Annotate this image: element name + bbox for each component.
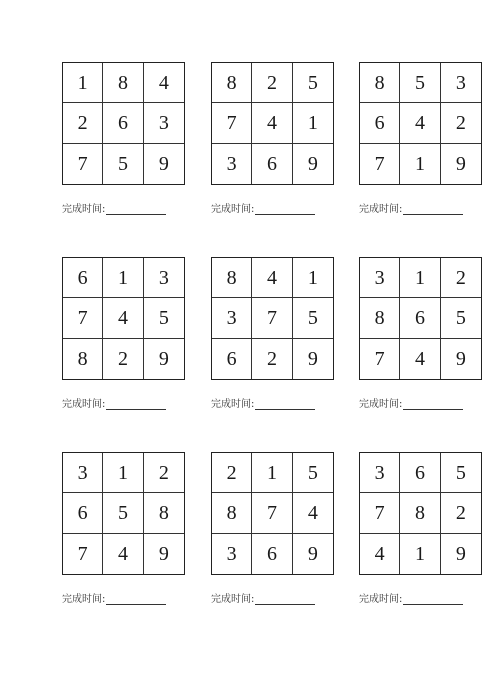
grid-cell: 8 bbox=[212, 258, 252, 298]
grid-cell: 8 bbox=[144, 493, 184, 533]
grid-cell: 7 bbox=[252, 493, 292, 533]
grid-cell: 6 bbox=[212, 339, 252, 379]
completion-time-label: 完成时间: bbox=[62, 399, 106, 410]
number-puzzle-block bbox=[359, 62, 482, 215]
completion-time-label: 完成时间: bbox=[211, 204, 255, 215]
grid-cell: 9 bbox=[455, 347, 466, 370]
grid-cell: 6 bbox=[103, 103, 143, 143]
grid-cell: 8 bbox=[103, 63, 143, 103]
grid-cell: 6 bbox=[400, 453, 440, 493]
grid-cell: 3 bbox=[144, 103, 184, 143]
number-puzzle-block bbox=[62, 452, 185, 605]
grid-cell: 4 bbox=[400, 339, 440, 379]
number-grid bbox=[359, 257, 482, 380]
number-grid bbox=[62, 452, 185, 575]
completion-time-blank[interactable] bbox=[403, 594, 463, 605]
number-grid bbox=[211, 62, 334, 185]
grid-cell: 8 bbox=[360, 63, 400, 103]
grid-cell: 3 bbox=[63, 453, 103, 493]
grid-cell: 8 bbox=[400, 493, 440, 533]
grid-cell: 7 bbox=[63, 144, 103, 184]
completion-time-blank[interactable] bbox=[255, 594, 315, 605]
grid-cell: 7 bbox=[63, 298, 103, 338]
number-puzzle-block bbox=[211, 452, 334, 605]
grid-cell: 3 bbox=[360, 453, 400, 493]
grid-cell: 4 bbox=[252, 103, 292, 143]
completion-time-field bbox=[359, 200, 482, 215]
grid-cell: 6 bbox=[360, 103, 400, 143]
grid-cell: 2 bbox=[252, 339, 292, 379]
completion-time-label: 完成时间: bbox=[62, 594, 106, 605]
grid-cell: 5 bbox=[103, 144, 143, 184]
grid-cell: 2 bbox=[144, 453, 184, 493]
grid-cell: 6 bbox=[252, 534, 292, 574]
grid-cell: 1 bbox=[293, 258, 333, 298]
completion-time-blank[interactable] bbox=[106, 399, 166, 410]
grid-cell: 9 bbox=[158, 152, 169, 175]
completion-time-field bbox=[211, 590, 334, 605]
number-puzzle-block bbox=[211, 62, 334, 215]
number-puzzle-block bbox=[62, 257, 185, 410]
grid-cell: 5 bbox=[400, 63, 440, 103]
grid-cell: 9 bbox=[158, 347, 169, 370]
grid-cell: 2 bbox=[103, 339, 143, 379]
number-grid bbox=[211, 452, 334, 575]
grid-cell: 4 bbox=[103, 534, 143, 574]
completion-time-label: 完成时间: bbox=[359, 399, 403, 410]
grid-cell: 1 bbox=[63, 63, 103, 103]
completion-time-blank[interactable] bbox=[403, 204, 463, 215]
grid-cell: 9 bbox=[307, 152, 318, 175]
grid-cell: 1 bbox=[293, 103, 333, 143]
grid-cell: 6 bbox=[400, 298, 440, 338]
completion-time-field bbox=[359, 395, 482, 410]
grid-cell: 5 bbox=[144, 298, 184, 338]
grid-cell: 1 bbox=[400, 144, 440, 184]
grid-cell: 7 bbox=[212, 103, 252, 143]
grid-cell: 9 bbox=[158, 542, 169, 565]
grid-cell: 5 bbox=[441, 453, 481, 493]
completion-time-label: 完成时间: bbox=[62, 204, 106, 215]
grid-cell: 3 bbox=[212, 534, 252, 574]
completion-time-field bbox=[62, 590, 185, 605]
grid-cell: 7 bbox=[252, 298, 292, 338]
grid-cell: 4 bbox=[360, 534, 400, 574]
number-puzzle-block bbox=[62, 62, 185, 215]
grid-cell: 1 bbox=[400, 258, 440, 298]
completion-time-blank[interactable] bbox=[403, 399, 463, 410]
completion-time-field bbox=[62, 395, 185, 410]
grid-cell: 4 bbox=[293, 493, 333, 533]
grid-cell: 2 bbox=[212, 453, 252, 493]
number-grid bbox=[62, 62, 185, 185]
completion-time-label: 完成时间: bbox=[359, 204, 403, 215]
grid-cell: 9 bbox=[455, 542, 466, 565]
grid-cell: 2 bbox=[63, 103, 103, 143]
grid-cell: 8 bbox=[212, 63, 252, 103]
completion-time-blank[interactable] bbox=[255, 204, 315, 215]
completion-time-label: 完成时间: bbox=[211, 399, 255, 410]
grid-cell: 3 bbox=[144, 258, 184, 298]
grid-cell: 5 bbox=[293, 298, 333, 338]
number-puzzle-block bbox=[359, 452, 482, 605]
grid-cell: 3 bbox=[441, 63, 481, 103]
grid-cell: 2 bbox=[252, 63, 292, 103]
number-grid bbox=[359, 62, 482, 185]
grid-cell: 6 bbox=[63, 258, 103, 298]
grid-cell: 8 bbox=[360, 298, 400, 338]
grid-cell: 1 bbox=[103, 453, 143, 493]
grid-cell: 8 bbox=[63, 339, 103, 379]
grid-cell: 1 bbox=[103, 258, 143, 298]
number-grid bbox=[359, 452, 482, 575]
grid-cell: 3 bbox=[360, 258, 400, 298]
grid-cell: 2 bbox=[441, 103, 481, 143]
grid-cell: 6 bbox=[63, 493, 103, 533]
grid-cell: 3 bbox=[212, 298, 252, 338]
completion-time-blank[interactable] bbox=[106, 594, 166, 605]
grid-cell: 1 bbox=[252, 453, 292, 493]
grid-cell: 7 bbox=[360, 493, 400, 533]
completion-time-blank[interactable] bbox=[255, 399, 315, 410]
completion-time-label: 完成时间: bbox=[211, 594, 255, 605]
grid-cell: 4 bbox=[252, 258, 292, 298]
completion-time-field bbox=[211, 395, 334, 410]
grid-cell: 8 bbox=[212, 493, 252, 533]
completion-time-field bbox=[211, 200, 334, 215]
completion-time-label: 完成时间: bbox=[359, 594, 403, 605]
grid-cell: 2 bbox=[441, 258, 481, 298]
grid-cell: 2 bbox=[441, 493, 481, 533]
grid-cell: 5 bbox=[441, 298, 481, 338]
grid-cell: 4 bbox=[144, 63, 184, 103]
grid-cell: 9 bbox=[307, 542, 318, 565]
grid-cell: 6 bbox=[252, 144, 292, 184]
grid-cell: 9 bbox=[455, 152, 466, 175]
grid-cell: 5 bbox=[293, 63, 333, 103]
grid-cell: 9 bbox=[307, 347, 318, 370]
grid-cell: 3 bbox=[212, 144, 252, 184]
grid-cell: 4 bbox=[103, 298, 143, 338]
grid-cell: 7 bbox=[63, 534, 103, 574]
number-puzzle-block bbox=[211, 257, 334, 410]
grid-cell: 7 bbox=[360, 144, 400, 184]
completion-time-blank[interactable] bbox=[106, 204, 166, 215]
grid-cell: 7 bbox=[360, 339, 400, 379]
completion-time-field bbox=[359, 590, 482, 605]
number-grid bbox=[62, 257, 185, 380]
grid-cell: 1 bbox=[400, 534, 440, 574]
completion-time-field bbox=[62, 200, 185, 215]
grid-cell: 5 bbox=[103, 493, 143, 533]
grid-cell: 4 bbox=[400, 103, 440, 143]
number-puzzle-block bbox=[359, 257, 482, 410]
grid-cell: 5 bbox=[293, 453, 333, 493]
number-grid bbox=[211, 257, 334, 380]
